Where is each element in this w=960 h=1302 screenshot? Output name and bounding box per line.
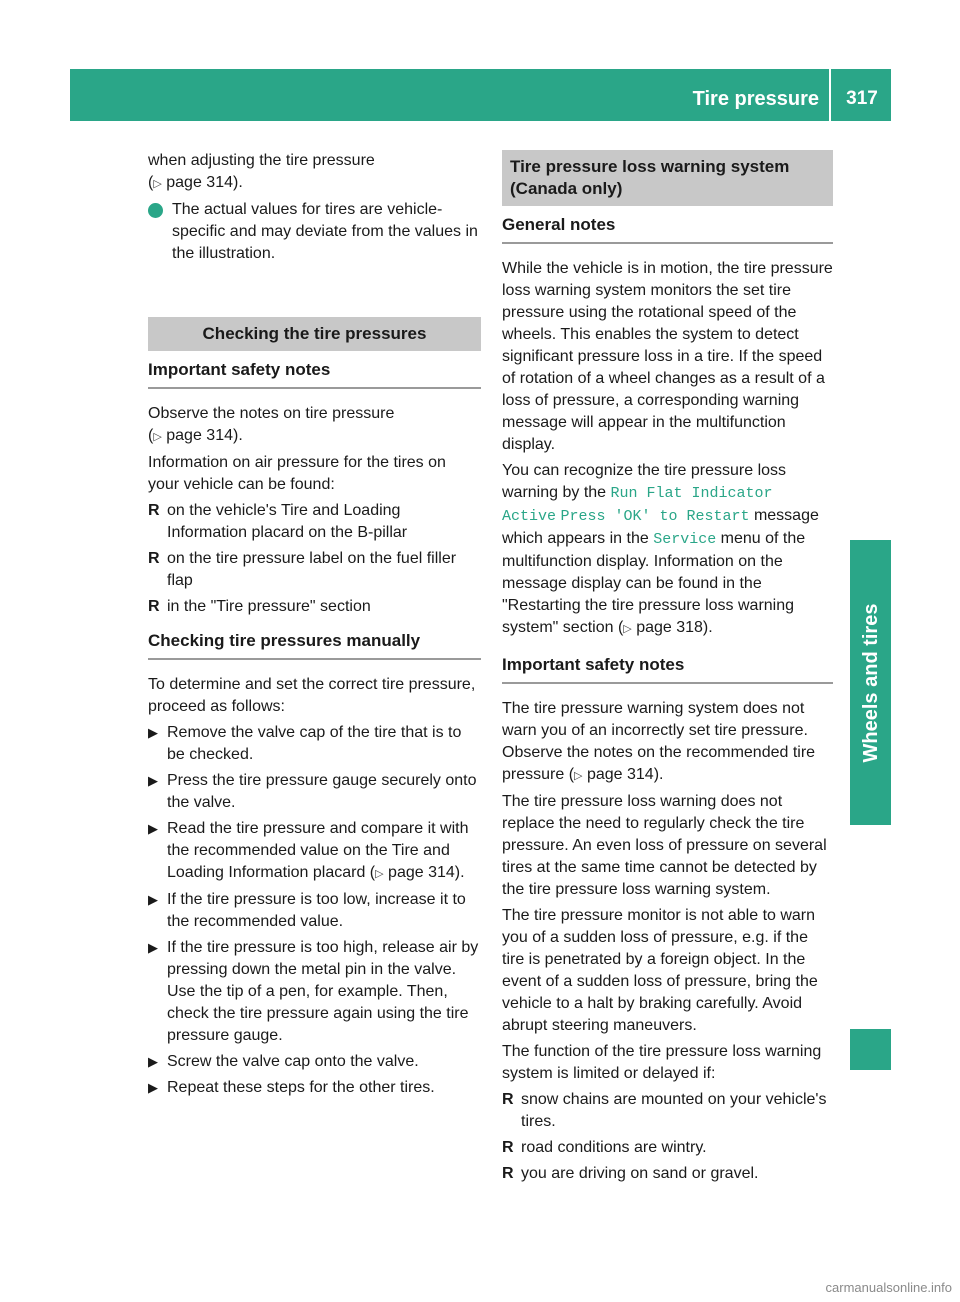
limitation-list — [502, 1089, 833, 1185]
general-text-c: menu of the multifunction display. Information on the message display can be found in the "Restarting the tire pressure loss warning system" section ( — [502, 530, 806, 636]
general-paragraph-2 — [502, 460, 833, 640]
header-divider — [829, 69, 831, 121]
safety-paragraph-right-2: The tire pressure loss warning does not replace the need to regularly check the tire pressure. An even loss of pressure on several tires at the same time cannot be detected by the tire pressure loss warning system. — [502, 793, 827, 898]
step-arrow-icon: ▶ — [148, 892, 158, 907]
step-arrow-icon: ▶ — [148, 940, 158, 955]
list-item — [502, 1137, 833, 1159]
chapter-side-tab — [850, 540, 891, 825]
step-arrow-icon: ▶ — [148, 1080, 158, 1095]
safety-paragraph-right-1 — [502, 698, 833, 787]
list-item-text: road conditions are wintry. — [521, 1139, 707, 1156]
section-title-loss-warning: Tire pressure loss warning system (Canada only) — [502, 150, 833, 206]
step-text: Repeat these steps for the other tires. — [167, 1079, 435, 1096]
safety-right-text-1: The tire pressure warning system does not warn you of an incorrectly set tire pressure. Observe the notes on the recommended tire pressure ( — [502, 700, 816, 783]
list-item — [502, 1089, 833, 1133]
page-ref-arrow-icon: ▷ — [153, 431, 162, 443]
intro-text: when adjusting the tire pressure (▷ page 314). — [148, 152, 375, 191]
page-header — [70, 69, 891, 121]
location-list — [148, 500, 481, 618]
step-arrow-icon: ▶ — [148, 773, 158, 788]
menu-name-service: Service — [653, 531, 717, 548]
general-text-b: message which appears in the — [502, 507, 819, 547]
step-text: If the tire pressure is too low, increase it to the recommended value. — [167, 891, 466, 930]
step-item — [148, 937, 481, 1047]
header-title: Tire pressure — [692, 88, 819, 110]
step-arrow-icon: ▶ — [148, 725, 158, 740]
info-note — [141, 199, 481, 265]
step-item — [148, 818, 481, 885]
list-item — [502, 1163, 833, 1185]
list-item-text: on the vehicle's Tire and Loading Information placard on the B-pillar — [167, 502, 408, 541]
display-message-run-flat: Run Flat Indicator Active — [502, 485, 773, 525]
step-page-ref[interactable]: page 314). — [388, 864, 465, 881]
step-text: If the tire pressure is too high, release air by pressing down the metal pin in the valve. Use the tip of a pen, for example. Then, check the tire pressure again using the tire pressure gauge. — [167, 939, 479, 1044]
subheading-general-notes: General notes — [502, 214, 833, 244]
step-item — [148, 722, 481, 766]
safety-text-1: Observe the notes on tire pressure — [148, 405, 395, 422]
right-column — [502, 150, 833, 1189]
list-item — [148, 596, 481, 618]
list-item-text: you are driving on sand or gravel. — [521, 1165, 759, 1182]
step-arrow-icon: ▶ — [148, 821, 158, 836]
list-item — [148, 500, 481, 544]
step-text: Press the tire pressure gauge securely onto the valve. — [167, 772, 477, 811]
step-text: Screw the valve cap onto the valve. — [167, 1053, 419, 1070]
page-number: 317 — [846, 88, 878, 109]
step-item — [148, 1051, 481, 1073]
step-text: Remove the valve cap of the tire that is to be checked. — [167, 724, 462, 763]
intro-page-ref[interactable]: page 314). — [166, 174, 243, 191]
bullet-icon: R — [502, 1091, 514, 1108]
safety-page-ref[interactable]: page 314). — [166, 427, 243, 444]
step-arrow-icon: ▶ — [148, 1054, 158, 1069]
page-ref-arrow-icon: ▷ — [574, 770, 583, 782]
info-note-text: The actual values for tires are vehicle-specific and may deviate from the values in the illustration. — [172, 201, 478, 262]
page-ref-arrow-icon: ▷ — [375, 868, 384, 880]
info-icon: i — [148, 203, 163, 218]
list-item-text: snow chains are mounted on your vehicle's tires. — [521, 1091, 827, 1130]
intro-line: when adjusting the tire pressure — [148, 152, 375, 169]
general-paragraph-1: While the vehicle is in motion, the tire pressure loss warning system monitors the set tire pressure using the rotational speed of the wheels. This enables the system to detect significant pressure loss in a tire. If the speed of rotation of a wheel changes as a result of a loss of pressure, a corresponding warning message will appear in the multifunction display. — [502, 260, 833, 453]
page-ref-arrow-icon: ▷ — [153, 178, 162, 190]
display-message-press-ok: Press 'OK' to Restart — [560, 508, 750, 525]
step-item — [148, 889, 481, 933]
subheading-manual-check: Checking tire pressures manually — [148, 630, 481, 660]
safety-paragraph-2: Information on air pressure for the tires on your vehicle can be found: — [148, 454, 446, 493]
general-text-a: You can recognize the tire pressure loss warning by the — [502, 462, 787, 501]
manual-intro: To determine and set the correct tire pressure, proceed as follows: — [148, 676, 476, 715]
section-title-checking: Checking the tire pressures — [148, 317, 481, 351]
subheading-safety-notes: Important safety notes — [148, 359, 481, 389]
step-list — [148, 722, 481, 1099]
safety-paragraph-1: Observe the notes on tire pressure (▷ page 314). — [148, 405, 395, 444]
bullet-icon: R — [148, 550, 160, 567]
chapter-marker — [850, 1029, 891, 1070]
subheading-safety-notes-right: Important safety notes — [502, 654, 833, 684]
watermark-text: carmanualsonline.info — [825, 1280, 952, 1295]
safety-paragraph-right-4: The function of the tire pressure loss warning system is limited or delayed if: — [502, 1043, 822, 1082]
bullet-icon: R — [502, 1165, 514, 1182]
general-page-ref[interactable]: page 318). — [636, 619, 713, 636]
chapter-side-tab-label: Wheels and tires — [859, 603, 882, 762]
left-column — [141, 150, 481, 1103]
safety-paragraph-right-3: The tire pressure monitor is not able to warn you of a sudden loss of pressure, e.g. if the tire is penetrated by a foreign object. In the event of a sudden loss of pressure, bring the vehicle to a halt by braking carefully. Avoid abrupt steering maneuvers. — [502, 907, 818, 1034]
step-item — [148, 1077, 481, 1099]
safety-right-page-ref[interactable]: page 314). — [586, 766, 664, 783]
bullet-icon: R — [502, 1139, 514, 1156]
step-text: Read the tire pressure and compare it with the recommended value on the Tire and Loading Information placard ( — [167, 820, 469, 881]
bullet-icon: R — [148, 598, 160, 615]
list-item — [148, 548, 481, 592]
step-item — [148, 770, 481, 814]
page-ref-arrow-icon: ▷ — [623, 623, 632, 635]
bullet-icon: R — [148, 502, 160, 519]
list-item-text: in the "Tire pressure" section — [167, 598, 371, 615]
list-item-text: on the tire pressure label on the fuel filler flap — [167, 550, 457, 589]
